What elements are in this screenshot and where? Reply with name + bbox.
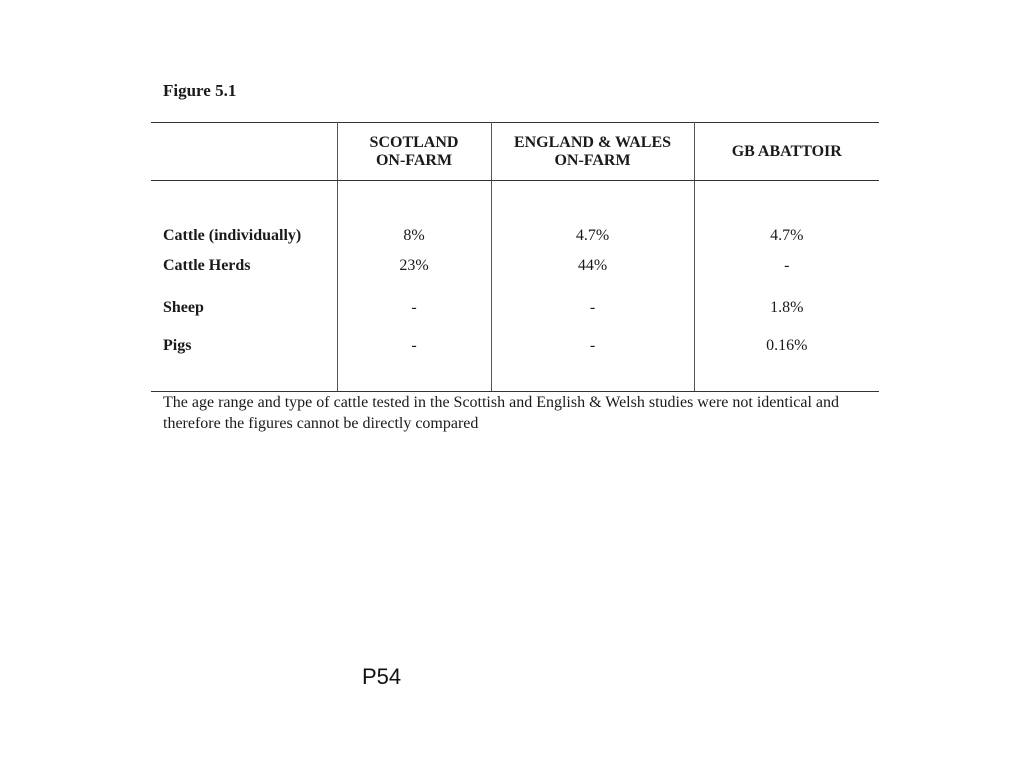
header-gb-line1: GB ABATTOIR bbox=[731, 142, 842, 160]
header-scotland-line1: SCOTLAND bbox=[369, 133, 459, 151]
cell-gb-abattoir: - bbox=[784, 257, 790, 274]
table-header-row bbox=[151, 123, 879, 181]
cell-scotland: - bbox=[337, 329, 491, 392]
header-blank bbox=[151, 123, 337, 181]
row-label: Sheep bbox=[151, 287, 337, 329]
table-footnote: The age range and type of cattle tested in the Scottish and English & Welsh studies were not identical and therefore the figures cannot be directly compared bbox=[163, 394, 840, 432]
row-label: Pigs bbox=[151, 329, 337, 392]
header-gb-abattoir bbox=[694, 123, 879, 181]
cell-england-wales: 44% bbox=[491, 245, 694, 287]
header-england-wales bbox=[491, 123, 694, 181]
table-row bbox=[151, 329, 879, 392]
cell-england-wales: - bbox=[491, 329, 694, 392]
cell-gb-abattoir: 4.7% bbox=[770, 227, 804, 244]
header-england-line2: ON-FARM bbox=[554, 151, 631, 169]
header-england-line1: ENGLAND & WALES bbox=[513, 133, 672, 151]
row-label: Cattle (individually) bbox=[151, 181, 337, 246]
data-table bbox=[151, 122, 879, 392]
cell-gb-abattoir: 0.16% bbox=[694, 329, 879, 392]
table-row bbox=[151, 245, 879, 287]
row-label: Cattle Herds bbox=[151, 245, 337, 287]
page-number: P54 bbox=[362, 664, 402, 689]
cell-scotland: 8% bbox=[337, 181, 491, 246]
table-row bbox=[151, 181, 879, 246]
header-scotland bbox=[337, 123, 491, 181]
figure-label: Figure 5.1 bbox=[163, 81, 237, 100]
table-row bbox=[151, 287, 879, 329]
cell-england-wales: 4.7% bbox=[491, 181, 694, 246]
cell-england-wales: - bbox=[491, 287, 694, 329]
cell-gb-abattoir: 1.8% bbox=[770, 299, 804, 316]
header-scotland-line2: ON-FARM bbox=[375, 151, 453, 169]
cell-scotland: - bbox=[337, 287, 491, 329]
cell-scotland: 23% bbox=[337, 245, 491, 287]
